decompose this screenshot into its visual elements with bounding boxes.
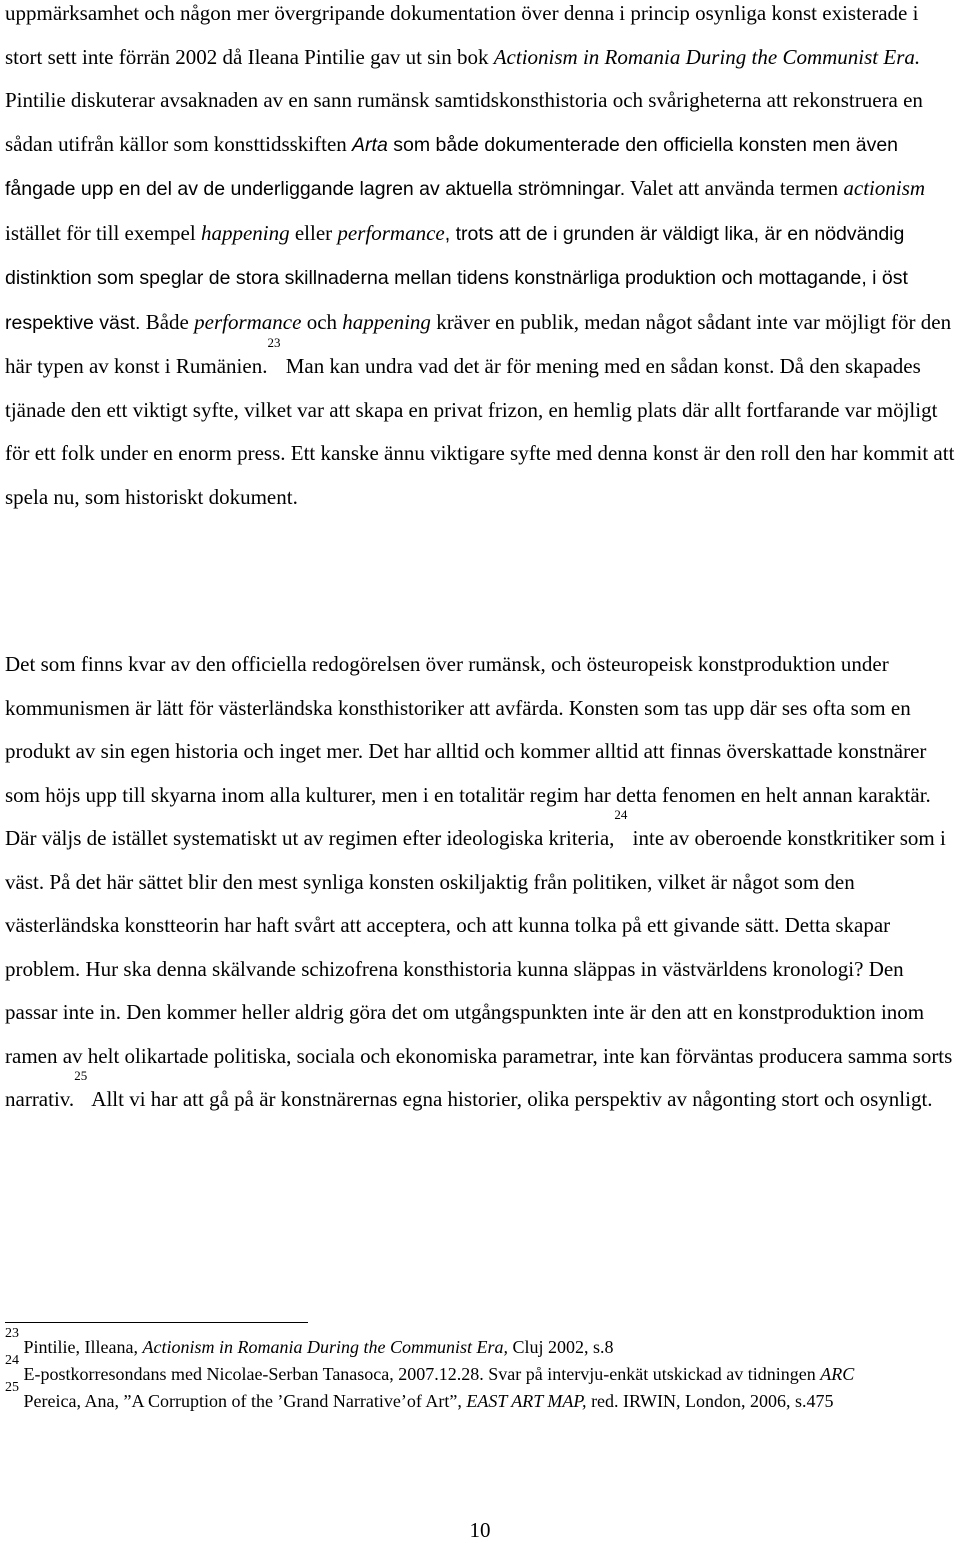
footnote-separator xyxy=(5,1322,308,1323)
book-title: Actionism in Romania During the Communist Era. xyxy=(493,44,921,69)
paragraph-text: Man kan undra vad det är för mening med en sådan konst. Då den skapades tjänade den ett viktigt syfte, vilket var att skapa en privat frizon, en hemlig plats där allt fortfarande var möjligt för ett folk under en enorm press. Ett kanske ännu viktigare syfte med denna konst är den roll den har kommit att spela nu, som historiskt dokument. xyxy=(5,354,955,509)
footnotes xyxy=(5,1326,960,1415)
term-performance: performance xyxy=(337,220,445,245)
paragraph-text: och xyxy=(301,309,343,334)
paragraph-text: , trots att de i grunden är väldigt lika, är en nödvändig distinktion som speglar de stora skillnaderna mellan tidens konstnärliga produktion och mottagande, i öst respektive väst. xyxy=(5,222,908,334)
term-actionism: actionism xyxy=(843,176,926,200)
footnote-number: 24 xyxy=(5,1353,19,1368)
footnote-24 xyxy=(5,1353,960,1388)
footnote-title: EAST ART MAP, xyxy=(466,1391,587,1411)
footnote-reference: 25 xyxy=(74,1068,88,1083)
footnote-23 xyxy=(5,1326,960,1361)
paragraph-text: som både dokumenterade den officiella konsten men även fångade upp en del av de underliggande lagren av aktuella strömningar. xyxy=(5,133,899,200)
footnote-text: Pintilie, Illeana, xyxy=(23,1337,143,1357)
paragraph-text: Allt vi har att gå på är konstnärernas egna historier, olika perspektiv av någonting stort och osynligt. xyxy=(87,1087,933,1111)
term-performance: performance xyxy=(194,309,302,334)
footnote-reference: 23 xyxy=(267,335,281,350)
footnote-text: Cluj 2002, s.8 xyxy=(507,1337,614,1357)
journal-title: Arta xyxy=(352,133,388,156)
paragraph-text: Både xyxy=(140,309,195,334)
paragraph-text: Det som finns kvar av den officiella redogörelsen över rumänsk, och östeuropeisk konstproduktion under kommunismen är lätt för västerländska konsthistoriker att avfärda. Konsten som tas upp där ses ofta som en produkt av sin egen historia och inget mer. Det har alltid och kommer alltid att finnas överskattade konstnärer som höjs upp till skyarna inom alla kulturer, men i en totalitär regim har detta fenomen en helt annan karaktär. Där väljs de istället systematiskt ut av regimen efter ideologiska kriteria, xyxy=(5,652,931,850)
paragraph-text: istället för till exempel xyxy=(5,220,201,245)
body-paragraph-2 xyxy=(5,643,955,1122)
paragraph-text: uppmärksamhet och någon mer övergripande dokumentation över denna i princip osynliga konst existerade i stort sett inte förrän 2002 då Ileana Pintilie gav ut sin bok xyxy=(5,1,919,69)
footnote-title: ARC xyxy=(820,1364,855,1384)
paragraph-text: Pintilie diskuterar avsaknaden av en sann rumänsk samtidskonsthistoria och svårigheterna att rekonstruera en sådan utifrån källor som konsttidsskiften xyxy=(5,88,923,156)
paragraph-text: kräver en publik, medan något sådant inte var möjligt för den här typen av konst i Rumänien. xyxy=(5,309,952,378)
footnote-title: Actionism in Romania During the Communist Era, xyxy=(142,1337,508,1357)
page-number: 10 xyxy=(469,1518,491,1542)
term-happening: happening xyxy=(342,309,431,334)
paragraph-text: inte av oberoende konstkritiker som i väst. På det här sättet blir den mest synliga konsten oskiljaktig från politiken, vilket är något som den västerländska konstteorin har haft svårt att acceptera, och att kunna tolka på ett givande sätt. Detta skapar problem. Hur ska denna skälvande schizofrena konsthistoria kunna släppas in västvärldens kronologi? Den passar inte in. Den kommer heller aldrig göra det om utgångspunkten inte är den att en konstproduktion inom ramen av helt olikartade politiska, sociala och ekonomiska parametrar, inte kan förväntas producera samma sorts narrativ. xyxy=(5,826,953,1111)
body-paragraph-1 xyxy=(5,0,955,519)
footnote-text: E-postkorresondans med Nicolae-Serban Tanasoca, 2007.12.28. Svar på intervju-enkät utskickad av tidningen xyxy=(23,1364,821,1384)
paragraph-text: Valet att använda termen xyxy=(625,176,844,200)
footnote-number: 25 xyxy=(5,1380,19,1395)
footnote-25 xyxy=(5,1380,960,1415)
paragraph-text: eller xyxy=(289,220,338,245)
footnote-reference: 24 xyxy=(614,807,628,822)
term-happening: happening xyxy=(200,220,290,245)
footnote-text: red. IRWIN, London, 2006, s.475 xyxy=(586,1391,834,1411)
footnote-text: Pereica, Ana, ”A Corruption of the ’Grand Narrative’of Art”, xyxy=(23,1391,467,1411)
footnote-number: 23 xyxy=(5,1326,19,1341)
